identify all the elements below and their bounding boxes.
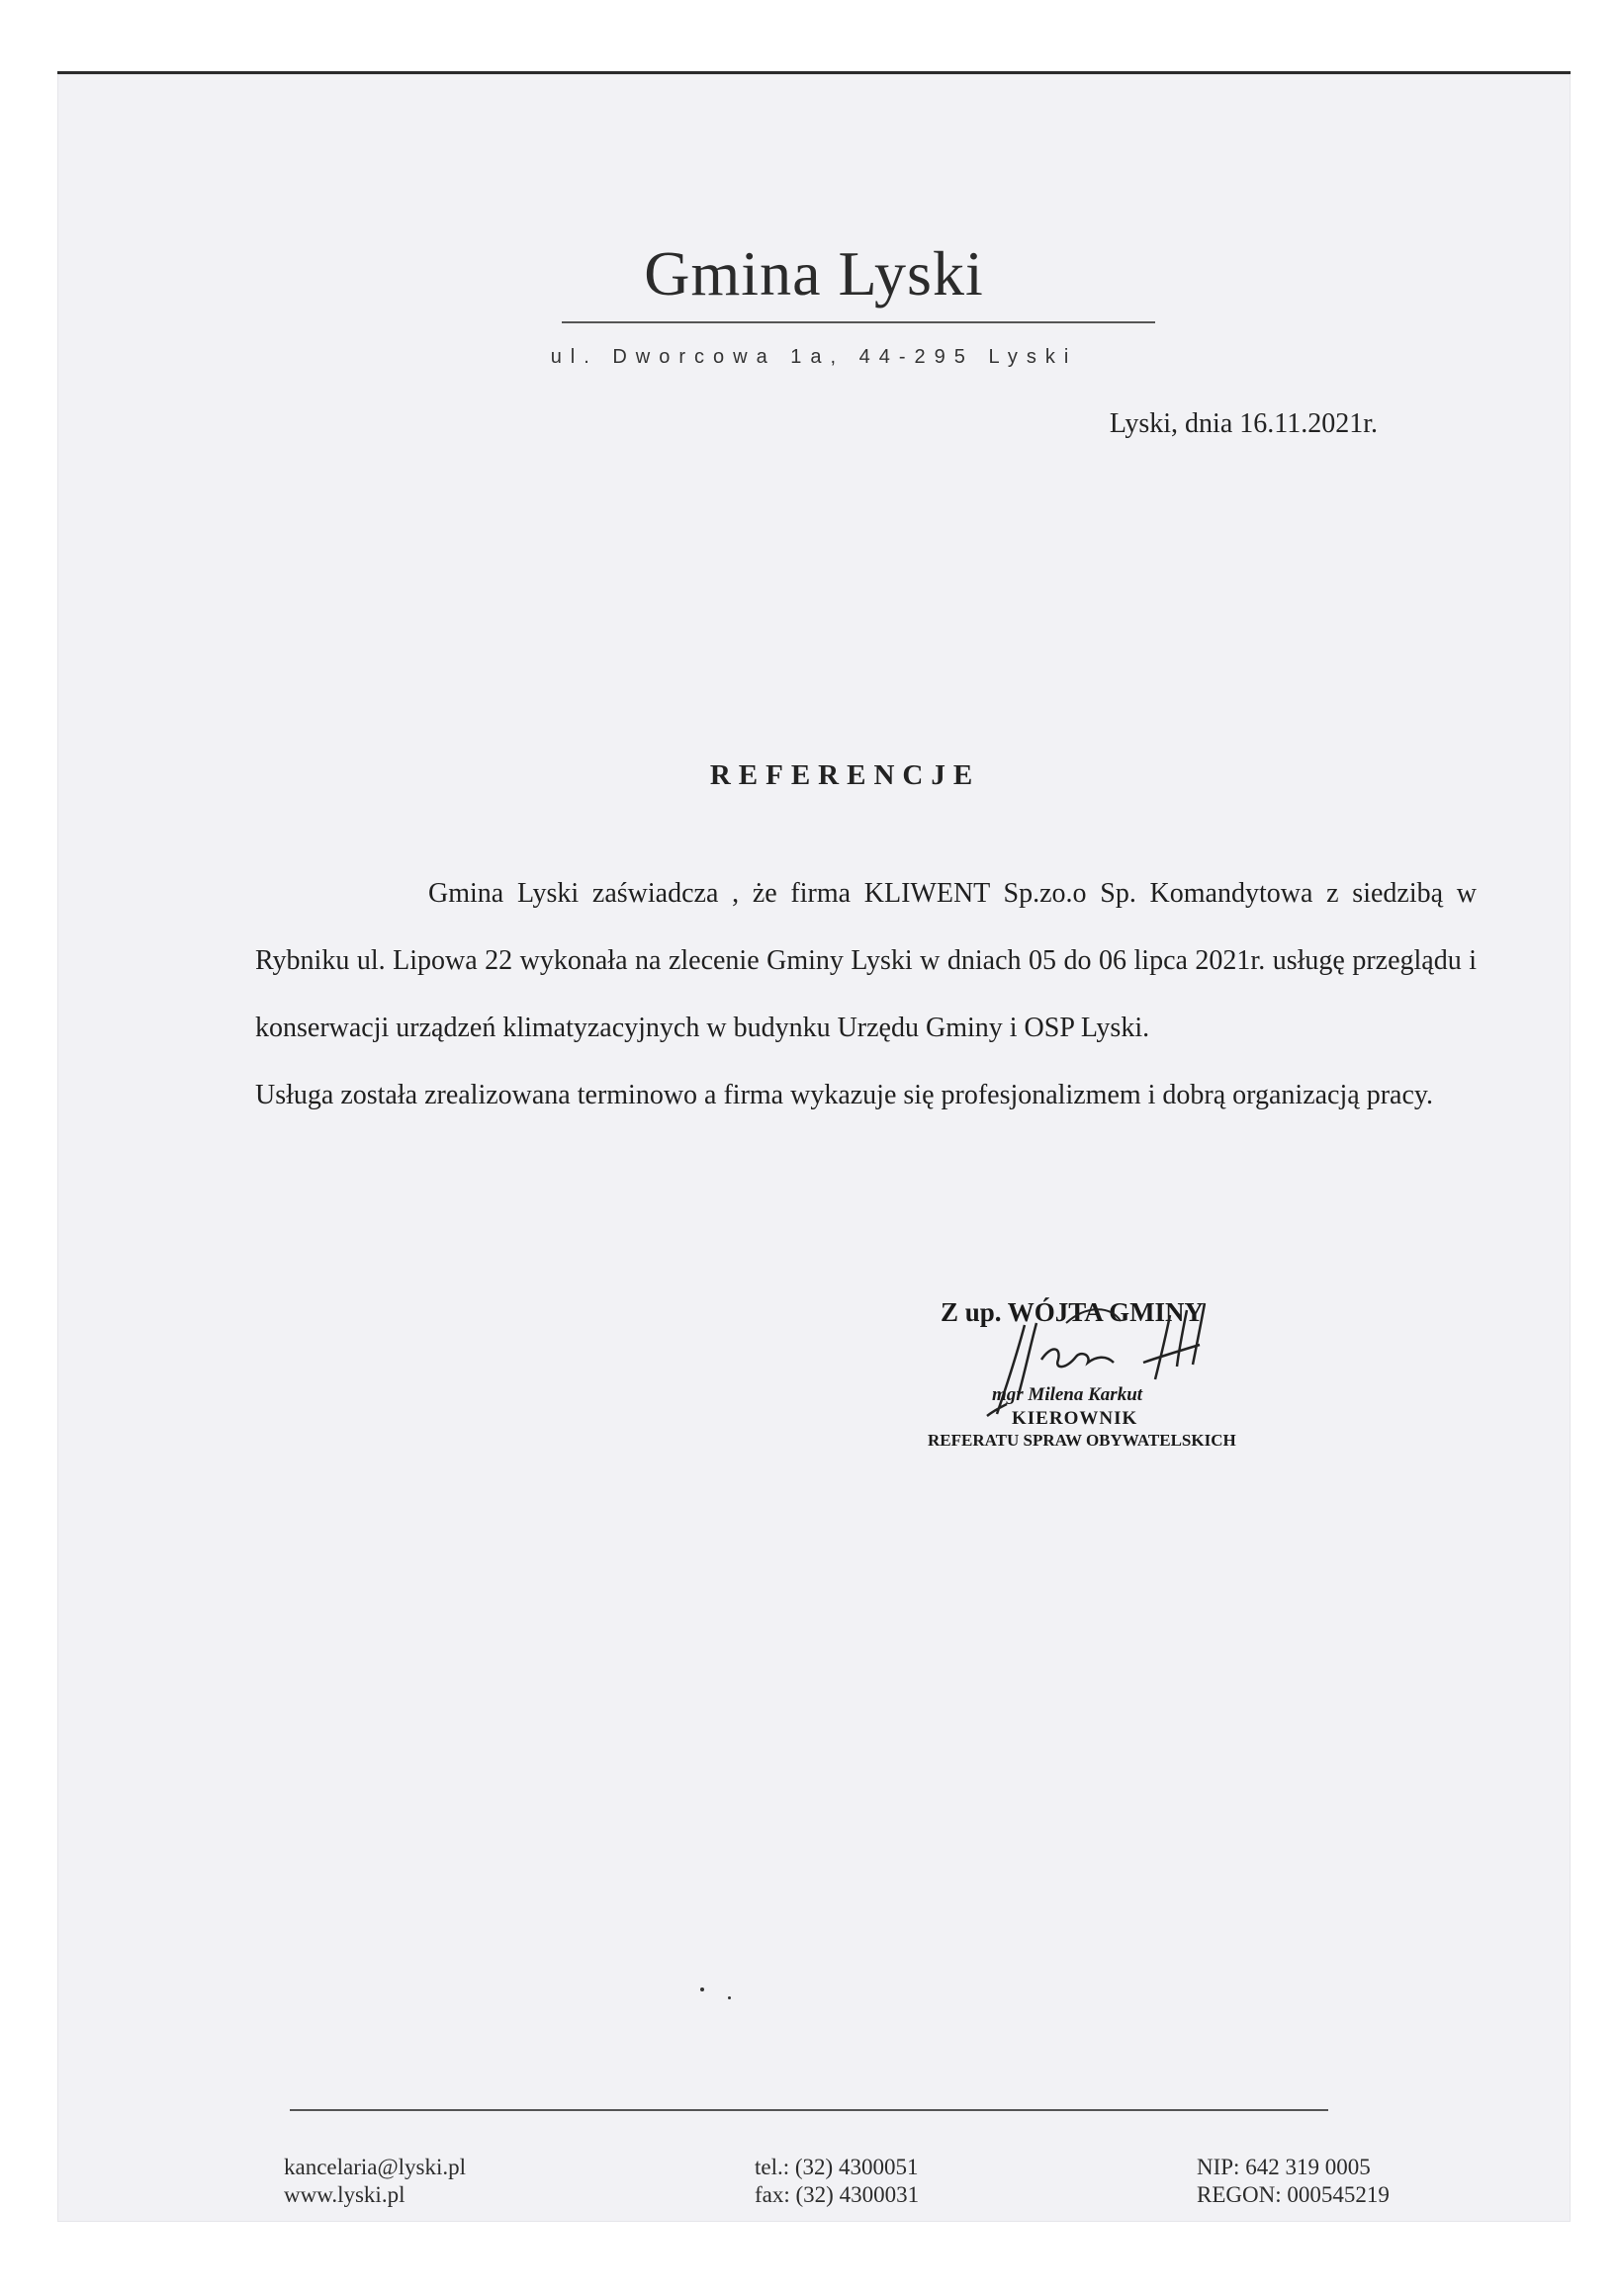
- scan-speck: [700, 1987, 704, 1991]
- letterhead-title: Gmina Lyski: [644, 238, 984, 309]
- letterhead-address: ul. Dworcowa 1a, 44-295 Lyski: [550, 346, 1078, 368]
- footer-phone: tel.: (32) 4300051: [755, 2155, 919, 2179]
- letter-body: [255, 860, 1477, 1129]
- body-paragraph-last: Usługa została zrealizowana terminowo a firma wykazuje się profesjonalizmem i dobrą organizacją pracy.: [255, 1080, 1434, 1110]
- footer-contact: [284, 2154, 466, 2209]
- place-and-date: Lyski, dnia 16.11.2021r.: [1109, 408, 1378, 439]
- footer-email: kancelaria@lyski.pl: [284, 2155, 467, 2179]
- footer-fax: fax: (32) 4300031: [755, 2182, 920, 2207]
- footer-registry: [1197, 2154, 1390, 2209]
- footer-phones: [755, 2154, 919, 2209]
- body-paragraph: Gmina Lyski zaświadcza , że firma KLIWENT Sp.zo.o Sp. Komandytowa z siedzibą w Rybniku ul. Lipowa 22 wykonała na zlecenie Gminy Lyski w dniach 05 do 06 lipca 2021r. usługę przeglądu i konserwacji urządzeń klimatyzacyjnych w budynku Urzędu Gminy i OSP Lyski.: [255, 878, 1477, 1043]
- footer-rule: [290, 2109, 1328, 2111]
- letter-page: [57, 74, 1571, 2222]
- letterhead-rule: [562, 321, 1155, 323]
- signature-heading: Z up. WÓJTA GMINY: [941, 1297, 1205, 1327]
- signatory-role: KIEROWNIK: [1012, 1408, 1138, 1429]
- document-heading: REFERENCJE: [709, 759, 981, 791]
- footer-regon: REGON: 000545219: [1197, 2182, 1390, 2207]
- footer-nip: NIP: 642 319 0005: [1197, 2155, 1371, 2179]
- signature-stamp: [928, 1285, 1284, 1463]
- footer-website: www.lyski.pl: [284, 2182, 405, 2207]
- scan-speck: [728, 1996, 731, 1999]
- signatory-name: mgr Milena Karkut: [992, 1384, 1143, 1405]
- signatory-department: REFERATU SPRAW OBYWATELSKICH: [928, 1431, 1236, 1450]
